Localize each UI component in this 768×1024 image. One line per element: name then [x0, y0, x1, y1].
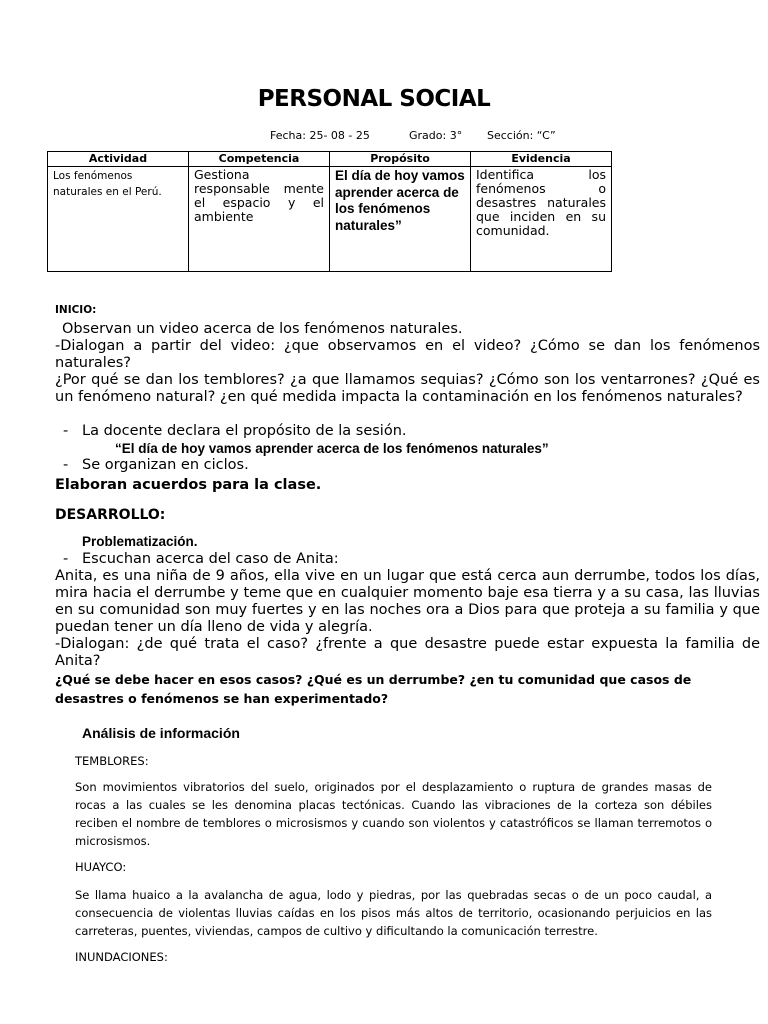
inicio-bullet2: Se organizan en ciclos.	[82, 457, 249, 473]
dialogan-text: -Dialogan: ¿de qué trata el caso? ¿frente a que desastre puede estar expuesta la familia de Anita?	[55, 636, 760, 669]
seccion-label: Sección: “C”	[487, 129, 556, 142]
table-row	[48, 167, 612, 272]
temblores-heading: TEMBLORES:	[75, 754, 149, 768]
inicio-p1: Observan un video acerca de los fenómenos naturales.	[62, 321, 463, 337]
cell-actividad: Los fenómenos naturales en el Perú.	[48, 167, 189, 272]
cell-evidencia: Identifica los fenómenos o desastres naturales que inciden en su comunidad.	[471, 167, 612, 272]
bullet-dash: -	[63, 423, 69, 439]
acuerdos-heading: Elaboran acuerdos para la clase.	[55, 477, 322, 493]
header-competencia: Competencia	[189, 152, 330, 167]
fecha-label: Fecha: 25- 08 - 25	[270, 129, 370, 142]
grado-label: Grado: 3°	[409, 129, 463, 142]
preguntas-text: ¿Qué se debe hacer en esos casos? ¿Qué es un derrumbe? ¿en tu comunidad que casos de desastres o fenómenos se han experimentado?	[55, 672, 692, 706]
inicio-p2: -Dialogan a partir del video: ¿que observamos en el video? ¿Cómo se dan los fenómenos naturales?	[55, 338, 760, 371]
desarrollo-bullet: Escuchan acerca del caso de Anita:	[82, 551, 339, 567]
inundaciones-heading: INUNDACIONES:	[75, 950, 168, 964]
problematizacion-heading: Problematización.	[82, 534, 198, 549]
header-proposito: Propósito	[330, 152, 471, 167]
huayco-heading: HUAYCO:	[75, 860, 127, 874]
bullet-dash: -	[63, 457, 69, 473]
page-title: PERSONAL SOCIAL	[257, 86, 491, 112]
inicio-p3: ¿Por qué se dan los temblores? ¿a que llamamos sequias? ¿Cómo son los ventarrones? ¿Qué es un fenómeno natural? ¿en qué medida impacta la contaminación en los fenómenos naturales?	[55, 372, 760, 405]
desarrollo-heading: DESARROLLO:	[55, 507, 166, 523]
table-header-row	[48, 152, 612, 167]
cell-proposito: El día de hoy vamos aprender acerca de los fenómenos naturales”	[330, 167, 471, 272]
caso-anita: Anita, es una niña de 9 años, ella vive en un lugar que está cerca aun derrumbe, todos los días, mira hacia el derrumbe y teme que en cualquier momento baje esa tierra y a su casa, las lluvias en su comunidad son muy fuertes y en las noches ora a Dios para que proteja a su familia y que puedan tener un día lleno de vida y alegría.	[55, 568, 760, 635]
analisis-heading: Análisis de información	[82, 725, 240, 741]
inicio-heading: INICIO:	[55, 304, 97, 316]
header-actividad: Actividad	[48, 152, 189, 167]
temblores-text: Son movimientos vibratorios del suelo, originados por el desplazamiento o ruptura de grandes masas de rocas a las cuales se les denomina placas tectónicas. Cuando las vibraciones de la corteza son débiles reciben el nombre de temblores o microsismos y cuando son violentos y catastróficos se llaman terremotos o microsismos.	[75, 780, 712, 848]
huayco-text: Se llama huaico a la avalancha de agua, lodo y piedras, por las quebradas secas o de un poco caudal, a consecuencia de violentas lluvias caídas en los pisos más altos de territorio, ocasionando perjuicios en las carreteras, puentes, viviendas, campos de cultivo y dificultando la comunicación terrestre.	[75, 888, 712, 938]
session-table	[47, 151, 612, 272]
bullet-dash: -	[63, 551, 69, 567]
header-evidencia: Evidencia	[471, 152, 612, 167]
cell-competencia: Gestiona responsable mente el espacio y el ambiente	[189, 167, 330, 272]
inicio-proposito: “El día de hoy vamos aprender acerca de los fenómenos naturales”	[115, 441, 549, 456]
inicio-bullet1: La docente declara el propósito de la sesión.	[82, 423, 407, 439]
